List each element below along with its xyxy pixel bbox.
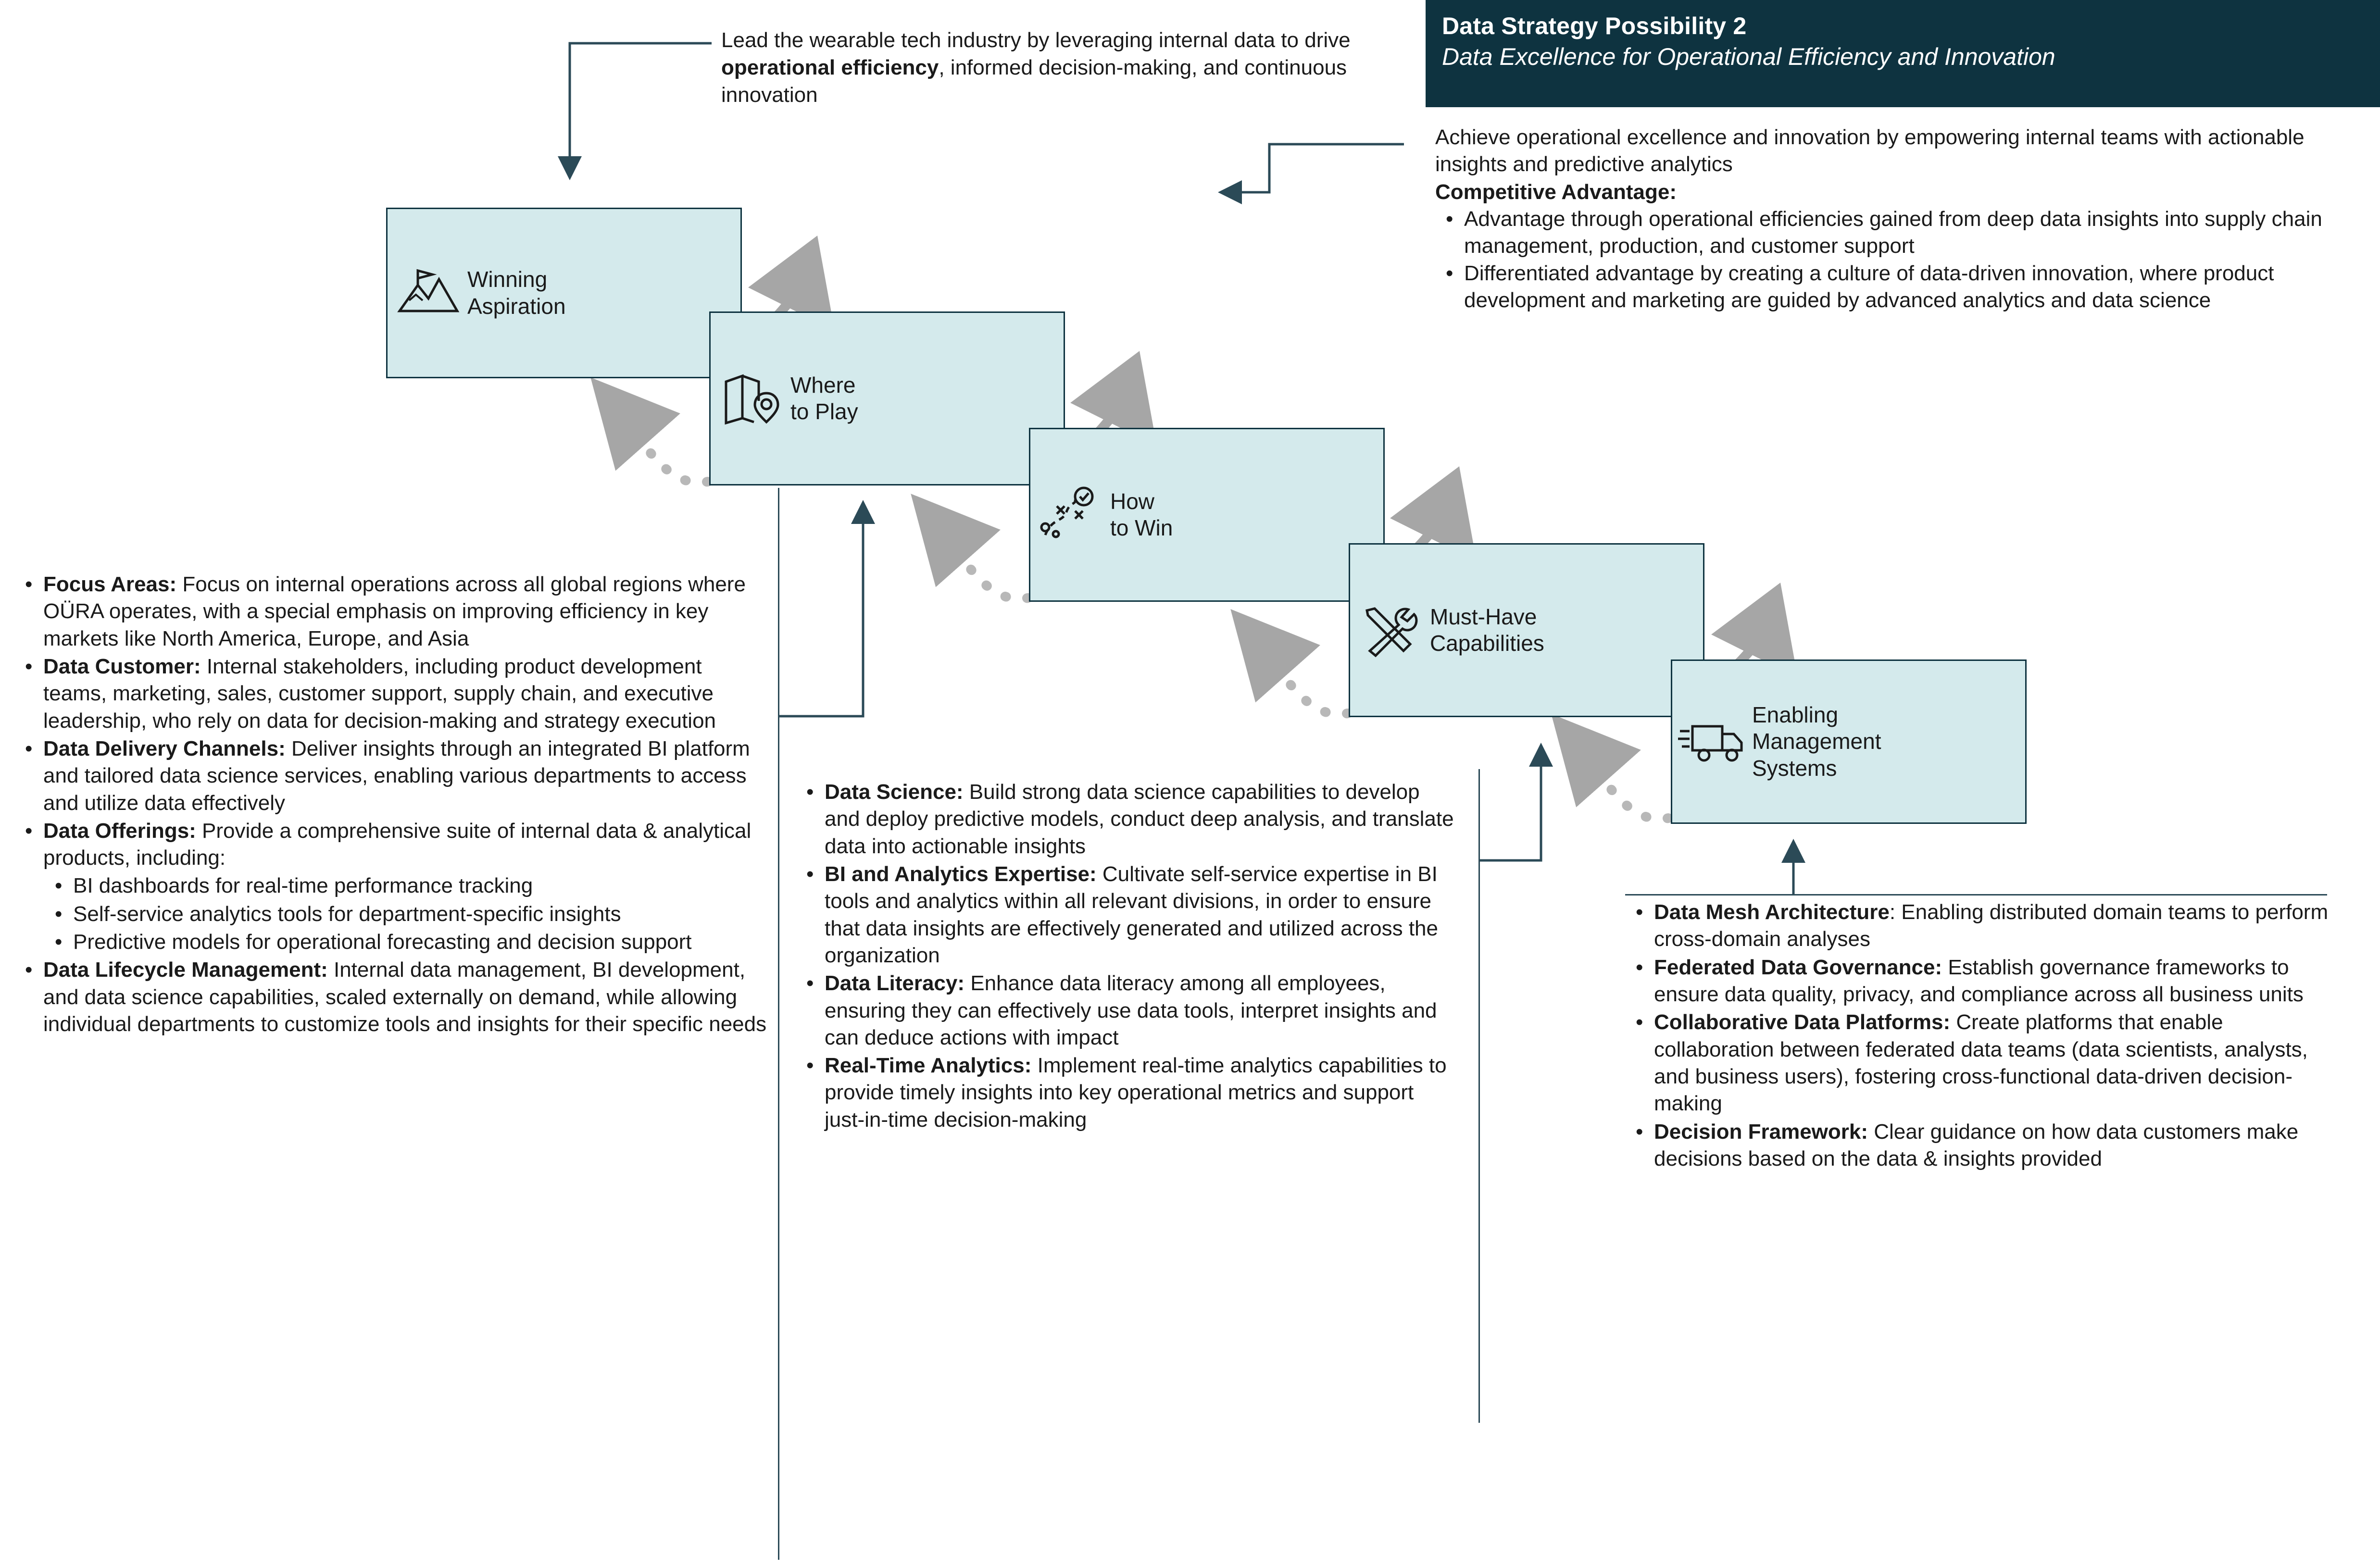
mountain-flag-icon: [392, 264, 464, 322]
top-right-description: [1435, 124, 2349, 315]
item-label: Real-Time Analytics:: [825, 1054, 1032, 1078]
divider-right-top: [1625, 894, 2327, 895]
competitive-advantage-list: [1435, 206, 2349, 314]
where-to-play-details: [14, 571, 769, 1039]
cascade-box-where-to-play[interactable]: [709, 311, 1065, 485]
list-item: [1625, 954, 2337, 1008]
item-label: Data Science:: [825, 780, 964, 804]
capabilities-list: [1625, 899, 2337, 1172]
cascade-label: Where to Play: [790, 372, 858, 424]
item-text: Focus on internal operations across all global regions where OÜRA operates, with a special emphasis on improving efficiency in key markets like North America, Europe, and Asia: [43, 572, 746, 650]
sub-list-item: • Predictive models for operational forecasting and decision support: [43, 929, 769, 956]
top-right-lead: Achieve operational excellence and innovation by empowering internal teams with actionable insights and predictive analytics: [1435, 125, 2305, 176]
item-label: Data Literacy:: [825, 971, 965, 995]
item-text: Provide a comprehensive suite of internal data & analytical products, including:: [43, 819, 752, 870]
callout-suffix: , informed decision-making, and continuous innovation: [721, 56, 1347, 107]
item-text: Deliver insights through an integrated BI platform and tailored data science services, enabling various departments to access and utilize data effectively: [43, 736, 750, 815]
strategy-target-icon: [1035, 486, 1107, 544]
item-text: Establish governance frameworks to ensure data quality, privacy, and compliance across all business units: [1654, 955, 2304, 1006]
sub-list-item: • Self-service analytics tools for department-specific insights: [43, 901, 769, 928]
header-banner: [1426, 0, 2380, 107]
list-item: [796, 861, 1454, 969]
item-text: Build strong data science capabilities to develop and deploy predictive models, conduct deep analysis, and translate data into actionable insights: [825, 780, 1454, 858]
divider-middle: [1478, 769, 1480, 1423]
how-to-win-list: [796, 779, 1454, 1133]
list-item: • Differentiated advantage by creating a culture of data-driven innovation, where product development and marketing are guided by advanced analytics and data science: [1435, 260, 2349, 314]
item-text: Clear guidance on how data customers make decisions based on the data & insights provided: [1654, 1119, 2299, 1170]
list-item: [14, 818, 769, 956]
item-text: Implement real-time analytics capabilities to provide timely insights into key operational metrics and support just-in-time decision-making: [825, 1054, 1447, 1132]
item-label: Data Mesh Architecture: [1654, 900, 1890, 924]
map-pin-icon: [715, 370, 788, 427]
competitive-advantage-label: Competitive Advantage:: [1435, 180, 1677, 204]
callout-prefix: Lead the wearable tech industry by leveraging internal data to drive: [721, 28, 1351, 52]
callout-bold: operational efficiency: [721, 56, 939, 80]
cascade-label: How to Win: [1110, 488, 1173, 540]
list-item: [1625, 1119, 2337, 1173]
item-text: Internal stakeholders, including product development teams, marketing, sales, customer support, supply chain, and executive leadership, who rely on data for decision-making and strategy execution: [43, 654, 716, 733]
page-subtitle: Data Excellence for Operational Efficiency and Innovation: [1442, 43, 2055, 70]
item-label: Focus Areas:: [43, 572, 177, 596]
item-text: Enhance data literacy among all employees, ensuring they can effectively use data tools, interpret insights and can deduce actions with impact: [825, 971, 1437, 1049]
list-item: [14, 735, 769, 817]
winning-aspiration-callout: [721, 26, 1375, 109]
list-item: [796, 970, 1454, 1051]
page-title: Data Strategy Possibility 2: [1442, 12, 1747, 39]
item-label: Data Customer:: [43, 654, 201, 678]
sub-list-item: • BI dashboards for real-time performance tracking: [43, 872, 769, 899]
item-label: Collaborative Data Platforms:: [1654, 1010, 1951, 1034]
divider-left: [778, 488, 779, 1560]
item-text: Internal data management, BI development, and data science capabilities, scaled externally on demand, while allowing individual departments to customize tools and insights for their specific needs: [43, 958, 767, 1036]
where-to-play-list: [14, 571, 769, 1038]
list-item: • Advantage through operational efficiencies gained from deep data insights into supply chain management, production, and customer support: [1435, 206, 2349, 260]
list-item: [14, 571, 769, 652]
item-label: Data Delivery Channels:: [43, 736, 286, 760]
list-item: [14, 957, 769, 1038]
list-item: [14, 653, 769, 734]
cascade-box-winning-aspiration[interactable]: [386, 208, 742, 378]
cascade-box-how-to-win[interactable]: [1029, 428, 1385, 602]
how-to-win-details: [796, 779, 1454, 1134]
item-text: Create platforms that enable collaboration between federated data teams (data scientists, analysts, and business users), fostering cross-functional data-driven decision-making: [1654, 1010, 2308, 1116]
item-label: Data Offerings:: [43, 819, 196, 843]
delivery-truck-icon: [1677, 713, 1749, 771]
item-label: BI and Analytics Expertise:: [825, 862, 1097, 886]
list-item: [1625, 899, 2337, 953]
item-text: Cultivate self-service expertise in BI tools and analytics within all relevant divisions, in order to ensure that data insights are effectively generated and utilized across the organization: [825, 862, 1438, 967]
capabilities-details: [1625, 899, 2337, 1173]
cascade-label: Must-Have Capabilities: [1430, 604, 1544, 656]
data-offerings-sublist: [43, 872, 769, 956]
tools-icon: [1355, 601, 1427, 659]
cascade-label: Enabling Management Systems: [1752, 702, 1881, 781]
item-label: Federated Data Governance:: [1654, 955, 1942, 979]
cascade-box-enabling-management-systems[interactable]: [1671, 659, 2027, 824]
list-item: [1625, 1009, 2337, 1117]
item-label: Data Lifecycle Management:: [43, 958, 328, 982]
list-item: [796, 1052, 1454, 1133]
item-text: : Enabling distributed domain teams to perform cross-domain analyses: [1654, 900, 2329, 951]
cascade-label: Winning Aspiration: [467, 267, 566, 319]
item-label: Decision Framework:: [1654, 1119, 1868, 1144]
list-item: [796, 779, 1454, 860]
cascade-box-must-have-capabilities[interactable]: [1349, 543, 1704, 717]
